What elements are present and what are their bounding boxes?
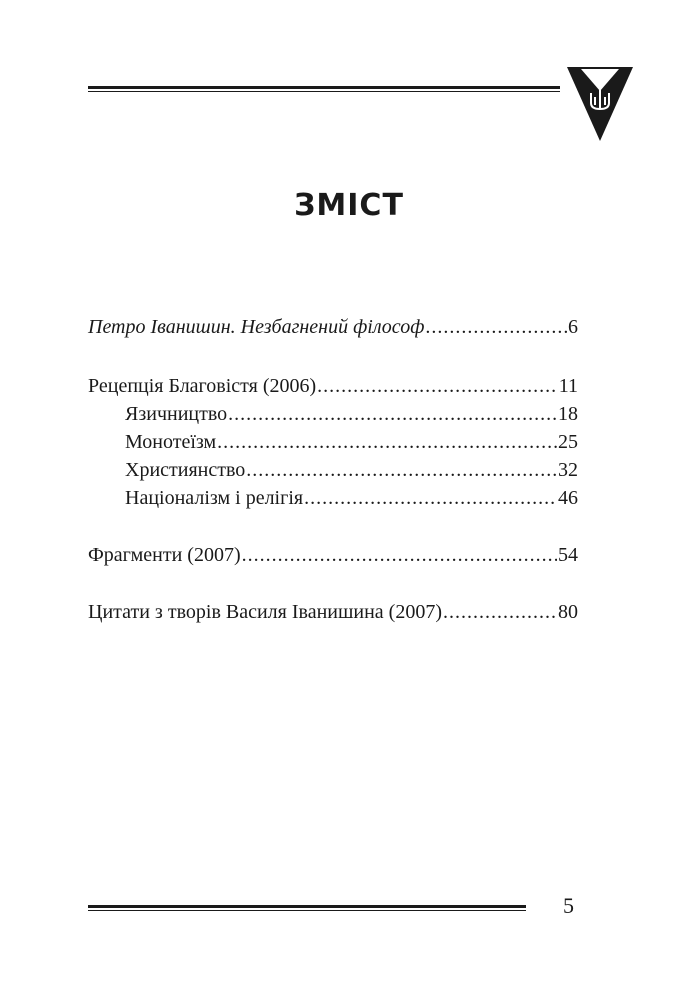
toc-entry-page: 25 [558,431,578,453]
leader-dots [217,428,557,456]
toc-entry-page: 18 [558,403,578,425]
toc-entry-page: 32 [558,459,578,481]
toc-entry-title: Націоналізм і релігія [125,487,304,509]
toc-entry [88,313,578,341]
leader-dots [443,598,557,626]
toc-entry-title: Язичництво [125,403,228,425]
trident-emblem-icon [567,67,633,141]
top-rule [88,86,560,92]
leader-dots [246,456,557,484]
toc-entry [88,541,578,569]
page-number: 5 [563,893,574,918]
toc-entry-title: Фрагменти (2007) [88,544,241,566]
toc-entry-title: Монотеїзм [125,431,217,453]
toc-entry-title: Петро Іванишин. Незбагнений філософ [88,316,425,338]
toc-entry-page: 46 [558,487,578,509]
toc-subentry [88,428,578,456]
leader-dots [228,400,557,428]
toc-entry [88,372,578,400]
toc-entry-page: 54 [558,544,578,566]
toc-entry-title: Рецепція Благовістя (2006) [88,375,317,397]
toc-subentry [88,456,578,484]
toc-entry-page: 6 [568,316,578,338]
leader-dots [304,484,557,512]
toc-entry [88,598,578,626]
toc-entry-page: 80 [558,601,578,623]
toc-subentry [88,400,578,428]
leader-dots [317,372,558,400]
leader-dots [425,313,567,341]
bottom-rule [88,905,526,911]
toc-subentry [88,484,578,512]
toc-entry-page: 11 [558,375,578,397]
toc-entry-title: Християнство [125,459,246,481]
toc-entry-title: Цитати з творів Василя Іванишина (2007) [88,601,442,623]
page-title: ЗМІСТ [294,188,404,223]
leader-dots [242,541,557,569]
table-of-contents [88,313,578,626]
